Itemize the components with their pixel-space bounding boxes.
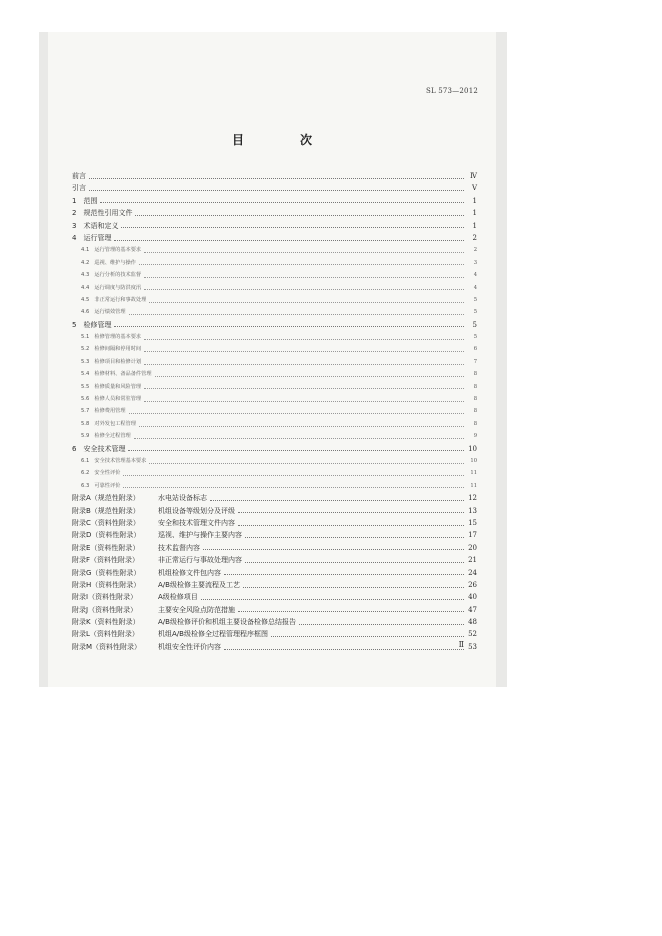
page-title: 目 次 [231, 133, 334, 147]
standard-code: SL 573—2012 [425, 87, 478, 95]
dot-leader [144, 364, 464, 365]
toc-page-number: 1 [472, 221, 477, 230]
toc-entry-label: 3 术语和定义 [72, 221, 119, 230]
document-page [48, 32, 496, 687]
appendix-label: 附录A（规范性附录） [72, 494, 140, 503]
dot-leader [155, 376, 464, 377]
toc-entry[interactable] [72, 319, 477, 331]
dot-leader [144, 351, 464, 352]
toc-subentry[interactable] [72, 294, 477, 306]
dot-leader [129, 314, 464, 315]
toc-page-number: 12 [468, 494, 477, 503]
dot-leader [245, 562, 464, 563]
dot-leader [144, 388, 464, 389]
dot-leader [144, 252, 464, 253]
appendix-label: 附录B（规范性附录） [72, 506, 140, 515]
toc-page-number: 52 [468, 630, 477, 639]
dot-leader [201, 599, 464, 600]
toc-entry-label: 引言 [72, 184, 86, 193]
toc-page-number: 13 [468, 506, 477, 515]
toc-entry-label: 6.1 安全技术管理基本要求 [81, 457, 147, 464]
appendix-title: A/B级检修评价和机组主要设备检修总结报告 [158, 618, 296, 627]
dot-leader [238, 525, 464, 526]
toc-page-number: 20 [468, 543, 477, 552]
toc-page-number: 10 [468, 444, 477, 453]
toc-entry[interactable] [72, 170, 477, 182]
dot-leader [139, 426, 464, 427]
toc-subentry[interactable] [72, 467, 477, 479]
toc-subentry[interactable] [72, 282, 477, 294]
toc-subentry[interactable] [72, 244, 477, 256]
dot-leader [144, 289, 464, 290]
dot-leader [203, 549, 464, 550]
appendix-label: 附录J（资料性附录） [72, 605, 138, 614]
toc-entry[interactable] [72, 195, 477, 207]
toc-page-number: 24 [468, 568, 477, 577]
appendix-title: 非正常运行与事故处理内容 [158, 556, 242, 565]
appendix-label: 附录E（资料性附录） [72, 543, 140, 552]
dot-leader [238, 611, 464, 612]
dot-leader [238, 512, 464, 513]
toc-entry-label: 5.2 检修间隔和停用时间 [81, 346, 142, 353]
dot-leader [121, 227, 464, 228]
appendix-label: 附录D（资料性附录） [72, 531, 141, 540]
toc-entry-label: 1 范围 [72, 196, 98, 205]
dot-leader [243, 587, 464, 588]
appendix-title: 机组A/B级检修全过程管理程序框图 [158, 630, 268, 639]
toc-page-number: 47 [468, 605, 477, 614]
toc-entry-label: 4.3 运行分析的技术监督 [81, 272, 142, 279]
toc-page-number: 8 [473, 408, 477, 415]
appendix-label: 附录F（资料性附录） [72, 556, 140, 565]
toc-page-number: 11 [470, 470, 477, 477]
toc-page-number: 21 [468, 556, 477, 565]
table-of-contents [72, 170, 477, 653]
dot-leader [144, 277, 464, 278]
toc-page-number: 9 [473, 433, 477, 440]
toc-entry-label: 6.2 安全性评价 [81, 470, 121, 477]
toc-subentry[interactable] [72, 356, 477, 368]
dot-leader [135, 215, 464, 216]
toc-page-number: 11 [470, 482, 477, 489]
toc-page-number: 5 [472, 320, 477, 329]
toc-page-number: 5 [473, 334, 477, 341]
toc-appendix-entry[interactable] [72, 628, 477, 640]
toc-page-number: 53 [468, 642, 477, 651]
dot-leader [144, 339, 464, 340]
toc-entry-label: 5.3 检修项目和检修计划 [81, 358, 142, 365]
dot-leader [149, 302, 464, 303]
toc-subentry[interactable] [72, 418, 477, 430]
dot-leader [100, 202, 464, 203]
toc-page-number: 1 [472, 196, 477, 205]
toc-entry-label: 4.2 巡视、维护与操作 [81, 259, 136, 266]
dot-leader [114, 240, 464, 241]
toc-page-number: 4 [473, 284, 477, 291]
dot-leader [123, 475, 464, 476]
appendix-title: A/B级检修主要流程及工艺 [158, 580, 240, 589]
toc-entry-label: 5 检修管理 [72, 320, 112, 329]
dot-leader [144, 401, 464, 402]
toc-page-number: 7 [473, 358, 477, 365]
toc-entry-label: 5.7 检修费用管理 [81, 408, 126, 415]
appendix-title: 机组安全性评价内容 [158, 642, 221, 651]
toc-page-number: 26 [468, 580, 477, 589]
appendix-label: 附录I（资料性附录） [72, 593, 138, 602]
appendix-title: 机组检修文件包内容 [158, 568, 221, 577]
toc-entry-label: 5.1 检修管理的基本要求 [81, 334, 142, 341]
toc-appendix-entry[interactable] [72, 505, 477, 517]
page-number: Ⅱ [458, 640, 464, 649]
appendix-title: 机组设备等级划分及评级 [158, 506, 235, 515]
appendix-label: 附录K（资料性附录） [72, 618, 140, 627]
toc-subentry[interactable] [72, 393, 477, 405]
toc-page-number: 2 [473, 247, 477, 254]
toc-appendix-entry[interactable] [72, 616, 477, 628]
toc-entry-label: 4 运行管理 [72, 233, 112, 242]
toc-page-number: 10 [470, 457, 477, 464]
toc-appendix-entry[interactable] [72, 591, 477, 603]
appendix-title: 主要安全风险点防范措施 [158, 605, 235, 614]
toc-subentry[interactable] [72, 381, 477, 393]
dot-leader [129, 413, 464, 414]
toc-subentry[interactable] [72, 257, 477, 269]
toc-page-number: 6 [473, 346, 477, 353]
toc-entry-label: 5.8 对外发包工程管理 [81, 420, 136, 427]
toc-appendix-entry[interactable] [72, 517, 477, 529]
toc-entry-label: 6 安全技术管理 [72, 444, 126, 453]
toc-entry[interactable] [72, 443, 477, 455]
toc-page-number: 15 [468, 518, 477, 527]
toc-page-number: 4 [473, 272, 477, 279]
toc-entry-label: 5.6 检修人员和常驻管理 [81, 396, 142, 403]
dot-leader [245, 537, 464, 538]
toc-appendix-entry[interactable] [72, 579, 477, 591]
toc-entry[interactable] [72, 220, 477, 232]
toc-page-number: 8 [473, 371, 477, 378]
toc-entry-label: 6.3 可靠性评价 [81, 482, 121, 489]
toc-entry[interactable] [72, 232, 477, 244]
toc-entry-label: 5.5 检修质量和风险管理 [81, 383, 142, 390]
toc-page-number: 17 [468, 531, 477, 540]
appendix-label: 附录C（资料性附录） [72, 518, 140, 527]
dot-leader [89, 190, 464, 191]
appendix-title: 技术监督内容 [158, 543, 200, 552]
appendix-title: 水电站设备标志 [158, 494, 207, 503]
dot-leader [123, 487, 464, 488]
toc-page-number: Ⅳ [470, 172, 477, 180]
dot-leader [271, 636, 464, 637]
toc-subentry[interactable] [72, 430, 477, 442]
toc-subentry[interactable] [72, 306, 477, 318]
toc-appendix-entry[interactable] [72, 542, 477, 554]
toc-subentry[interactable] [72, 368, 477, 380]
appendix-label: 附录L（资料性附录） [72, 630, 139, 639]
toc-page-number: 1 [472, 209, 477, 218]
toc-subentry[interactable] [72, 343, 477, 355]
toc-entry-label: 4.6 运行绩效管理 [81, 309, 126, 316]
dot-leader [114, 326, 464, 327]
toc-entry-label: 前言 [72, 172, 86, 180]
toc-entry[interactable] [72, 182, 477, 194]
appendix-label: 附录M（资料性附录） [72, 642, 142, 651]
toc-entry-label: 5.4 检修材料、备品备件管理 [81, 371, 152, 378]
toc-entry-label: 5.9 检修全过程管理 [81, 433, 131, 440]
toc-page-number: Ⅴ [471, 184, 477, 193]
dot-leader [139, 264, 464, 265]
toc-subentry[interactable] [72, 331, 477, 343]
dot-leader [299, 624, 464, 625]
toc-page-number: 8 [473, 396, 477, 403]
toc-subentry[interactable] [72, 405, 477, 417]
toc-appendix-entry[interactable] [72, 529, 477, 541]
toc-appendix-entry[interactable] [72, 604, 477, 616]
toc-page-number: 8 [473, 420, 477, 427]
appendix-label: 附录H（资料性附录） [72, 580, 141, 589]
dot-leader [149, 463, 464, 464]
toc-subentry[interactable] [72, 269, 477, 281]
appendix-title: 安全和技术管理文件内容 [158, 518, 235, 527]
toc-appendix-entry[interactable] [72, 492, 477, 504]
toc-entry-label: 4.1 运行管理的基本要求 [81, 247, 142, 254]
toc-page-number: 3 [473, 259, 477, 266]
toc-page-number: 48 [468, 618, 477, 627]
toc-page-number: 5 [473, 296, 477, 303]
toc-appendix-entry[interactable] [72, 567, 477, 579]
toc-page-number: 8 [473, 383, 477, 390]
appendix-title: A级检修项目 [158, 593, 198, 602]
dot-leader [210, 500, 464, 501]
toc-subentry[interactable] [72, 455, 477, 467]
scanned-page [39, 32, 507, 687]
dot-leader [89, 178, 464, 179]
toc-entry-label: 2 规范性引用文件 [72, 209, 133, 218]
toc-page-number: 40 [468, 593, 477, 602]
toc-subentry[interactable] [72, 480, 477, 492]
toc-page-number: 2 [472, 233, 477, 242]
dot-leader [128, 450, 464, 451]
toc-page-number: 5 [473, 309, 477, 316]
toc-entry[interactable] [72, 207, 477, 219]
dot-leader [224, 649, 464, 650]
appendix-label: 附录G（资料性附录） [72, 568, 141, 577]
toc-entry-label: 4.4 运行调度与防洪度汛 [81, 284, 142, 291]
appendix-title: 巡视、维护与操作主要内容 [158, 531, 242, 540]
toc-entry-label: 4.5 非正常运行和事故处理 [81, 296, 147, 303]
toc-appendix-entry[interactable] [72, 641, 477, 653]
dot-leader [134, 438, 464, 439]
dot-leader [224, 574, 464, 575]
toc-appendix-entry[interactable] [72, 554, 477, 566]
